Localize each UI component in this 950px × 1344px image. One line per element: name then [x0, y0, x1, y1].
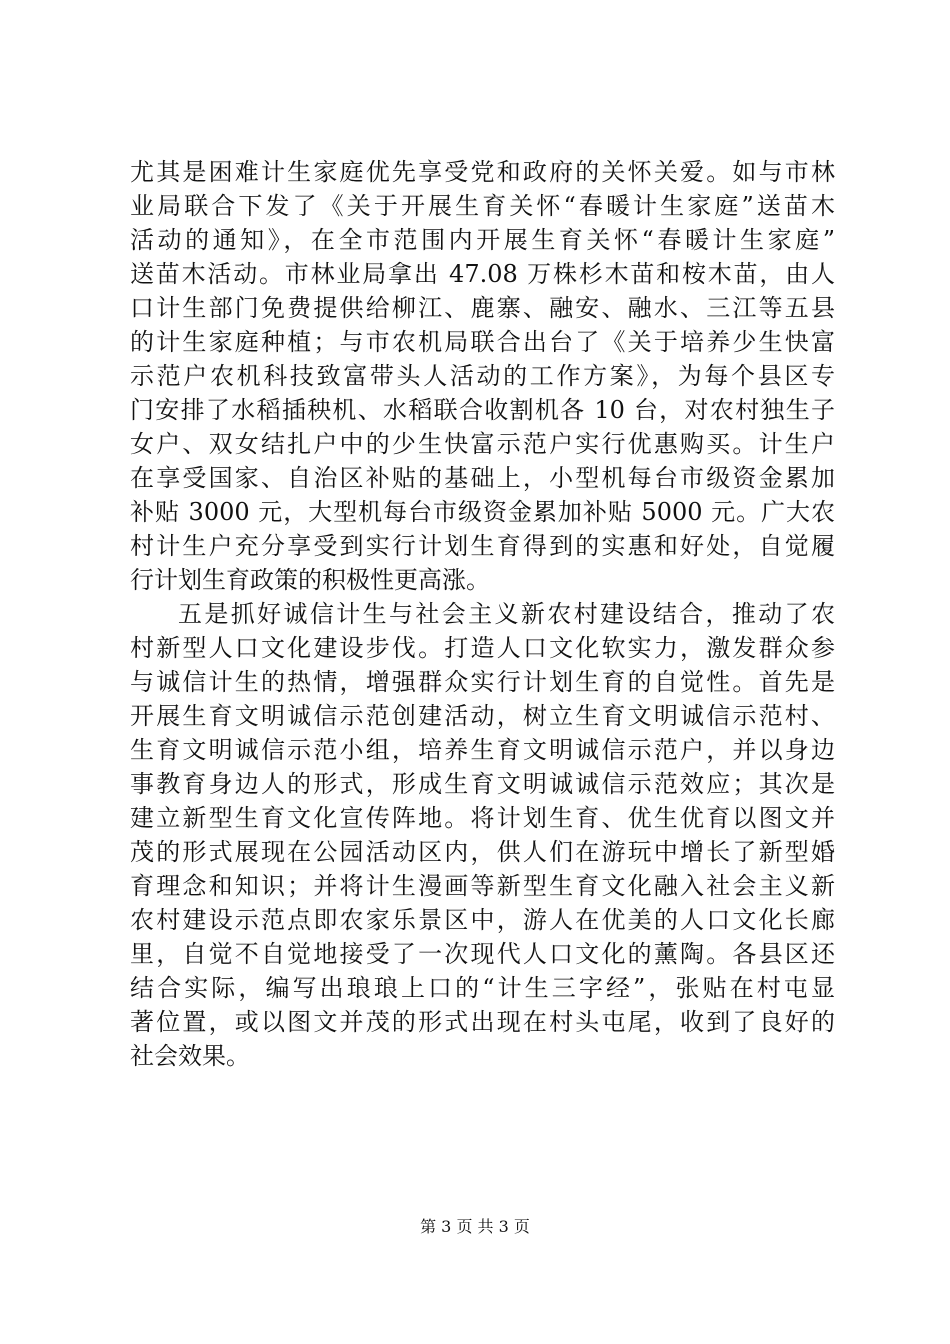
- page-footer: [0, 1216, 950, 1238]
- text-line: 村计生户充分享受到实行计划生育得到的实惠和好处，自觉履: [130, 532, 835, 560]
- text-line: 门安排了水稻插秧机、水稻联合收割机各 10 台，对农村独生子: [130, 396, 835, 424]
- paragraph-end-line: 行计划生育政策的积极性更高涨。: [130, 566, 490, 594]
- text-line: 补贴 3000 元，大型机每台市级资金累加补贴 5000 元。广大农: [130, 498, 835, 526]
- text-line: 在享受国家、自治区补贴的基础上，小型机每台市级资金累加: [130, 464, 835, 492]
- text-line: 口计生部门免费提供给柳江、鹿寨、融安、融水、三江等五县: [130, 294, 835, 322]
- text-line: 事教育身边人的形式，形成生育文明诚诚信示范效应；其次是: [130, 770, 835, 798]
- text-line: 女户、双女结扎户中的少生快富示范户实行优惠购买。计生户: [130, 430, 835, 458]
- text-line: 送苗木活动。市林业局拿出 47.08 万株杉木苗和桉木苗，由人: [130, 260, 835, 288]
- text-line: 村新型人口文化建设步伐。打造人口文化软实力，激发群众参: [130, 634, 835, 662]
- text-line: 育理念和知识；并将计生漫画等新型生育文化融入社会主义新: [130, 872, 835, 900]
- text-line: 建立新型生育文化宣传阵地。将计划生育、优生优育以图文并: [130, 804, 835, 832]
- text-line: 里，自觉不自觉地接受了一次现代人口文化的薰陶。各县区还: [130, 940, 835, 968]
- body-text: [130, 155, 835, 1073]
- text-line: 示范户农机科技致富带头人活动的工作方案》，为每个县区专: [130, 362, 835, 390]
- text-line: 业局联合下发了《关于开展生育关怀“春暖计生家庭”送苗木: [130, 192, 835, 220]
- text-line: 结合实际，编写出琅琅上口的“计生三字经”，张贴在村屯显: [130, 974, 835, 1002]
- text-line: 活动的通知》，在全市范围内开展生育关怀“春暖计生家庭”: [130, 226, 835, 254]
- text-line: 的计生家庭种植；与市农机局联合出台了《关于培养少生快富: [130, 328, 835, 356]
- text-line: 著位置，或以图文并茂的形式出现在村头屯尾，收到了良好的: [130, 1008, 835, 1036]
- page-number-label: 第 3 页 共 3 页: [420, 1217, 530, 1236]
- text-line: 开展生育文明诚信示范创建活动，树立生育文明诚信示范村、: [130, 702, 835, 730]
- text-line: 尤其是困难计生家庭优先享受党和政府的关怀关爱。如与市林: [130, 158, 835, 186]
- text-line: 与诚信计生的热情，增强群众实行计划生育的自觉性。首先是: [130, 668, 835, 696]
- text-line: 农村建设示范点即农家乐景区中，游人在优美的人口文化长廊: [130, 906, 835, 934]
- paragraph-end-line: 社会效果。: [130, 1042, 250, 1070]
- text-line: 生育文明诚信示范小组，培养生育文明诚信示范户，并以身边: [130, 736, 835, 764]
- paragraph-start-line: 五是抓好诚信计生与社会主义新农村建设结合，推动了农: [178, 600, 835, 628]
- text-line: 茂的形式展现在公园活动区内，供人们在游玩中增长了新型婚: [130, 838, 835, 866]
